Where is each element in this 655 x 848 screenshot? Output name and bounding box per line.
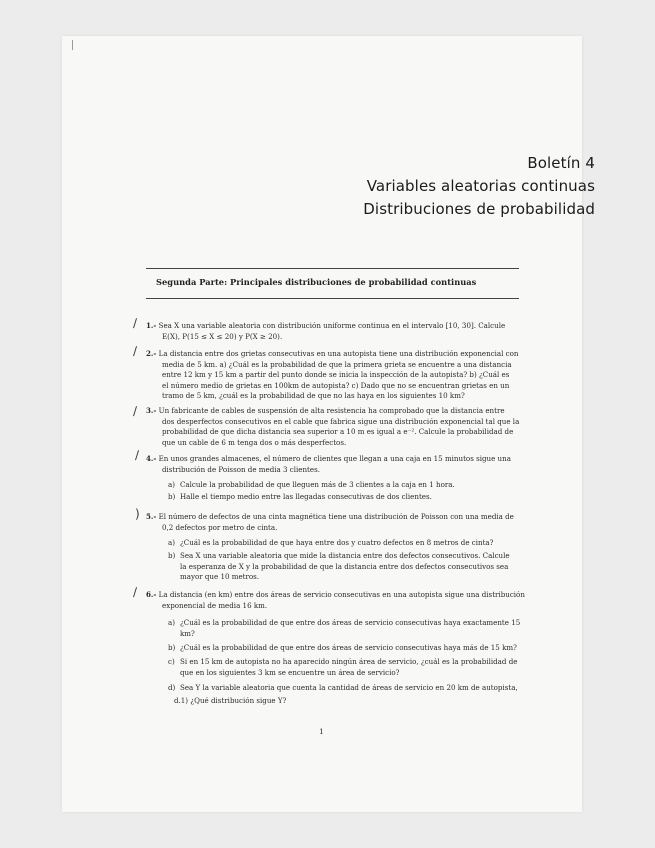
header-title: Boletín 4 xyxy=(527,154,595,172)
problem-1 xyxy=(146,321,505,342)
subproblem-label: d.1) xyxy=(174,696,189,705)
subproblem-4b xyxy=(168,492,432,503)
subproblem-text: ¿Qué distribución sigue Y? xyxy=(190,696,287,705)
problem-text: La distancia (en km) entre dos áreas de servicio consecutivas en una autopista sigue una distribución xyxy=(158,590,525,599)
problem-2 xyxy=(146,349,519,402)
subproblem-text: que en los siguientes 3 km se encuentre un área de servicio? xyxy=(180,667,400,677)
page-number: 1 xyxy=(319,727,324,736)
problem-text: tramo de 5 km, ¿cuál es la probabilidad de que no las haya en los siguientes 10 km? xyxy=(162,391,465,401)
problem-text: distribución de Poisson de media 3 clientes. xyxy=(162,464,321,474)
problem-text: La distancia entre dos grietas consecutivas en una autopista tiene una distribución exponencial con xyxy=(158,349,519,358)
handwritten-check-mark: ∕ xyxy=(135,448,140,462)
header-subtitle-1: Variables aleatorias continuas xyxy=(366,177,595,195)
problem-text: El número de defectos de una cinta magnética tiene una distribución de Poisson con una media de xyxy=(158,512,514,521)
subproblem-6a xyxy=(168,618,520,639)
problem-text: que un cable de 6 m tenga dos o más desperfectos. xyxy=(162,437,347,447)
subproblem-label: b) xyxy=(168,492,176,501)
subproblem-label: d) xyxy=(168,683,176,692)
problem-5 xyxy=(146,512,514,533)
subproblem-label: c) xyxy=(168,657,175,666)
subproblem-text: Sea Y la variable aleatoria que cuenta la cantidad de áreas de servicio en 20 km de autopista, xyxy=(180,683,518,692)
subproblem-text: ¿Cuál es la probabilidad de que haya entre dos y cuatro defectos en 8 metros de cinta? xyxy=(180,538,494,547)
subproblem-label: b) xyxy=(168,643,176,652)
subproblem-label: b) xyxy=(168,551,176,560)
subproblem-text: Si en 15 km de autopista no ha aparecido ningún área de servicio, ¿cuál es la probabilidad de xyxy=(180,657,518,666)
problem-number: 3.- xyxy=(146,406,157,415)
subproblem-text: Halle el tiempo medio entre las llegadas consecutivas de dos clientes. xyxy=(180,492,432,501)
problem-number: 4.- xyxy=(146,454,157,463)
problem-text: exponencial de media 16 km. xyxy=(162,600,268,610)
problem-3 xyxy=(146,406,519,448)
handwritten-bracket-mark: ) xyxy=(135,507,140,521)
subproblem-label: a) xyxy=(168,480,175,489)
subproblem-text: ¿Cuál es la probabilidad de que entre dos áreas de servicio consecutivas haya más de 15 km? xyxy=(180,643,517,652)
subproblem-label: a) xyxy=(168,618,175,627)
problem-text: dos desperfectos consecutivos en el cable que fabrica sigue una distribución exponencial tal que la xyxy=(162,416,520,426)
problem-4 xyxy=(146,454,511,475)
subproblem-4a xyxy=(168,480,455,491)
problem-text: 0,2 defectos por metro de cinta. xyxy=(162,522,278,532)
problem-text: probabilidad de que dicha distancia sea superior a 10 m es igual a e⁻². Calcule la probabilidad de xyxy=(162,427,514,437)
subproblem-text: Sea X una variable aleatoria que mide la distancia entre dos defectos consecutivos. Calcule xyxy=(180,551,510,560)
problem-number: 2.- xyxy=(146,349,157,358)
problem-text: entre 12 km y 15 km a partir del punto donde se inicia la inspección de la autopista? b) ¿Cuál es xyxy=(162,370,510,380)
problem-text: el número medio de grietas en 100km de autopista? c) Dado que no se encuentran grietas en un xyxy=(162,380,510,390)
problem-text: Un fabricante de cables de suspensión de alta resistencia ha comprobado que la distancia entre xyxy=(158,406,505,415)
problem-number: 5.- xyxy=(146,512,157,521)
problem-text: media de 5 km. a) ¿Cuál es la probabilidad de que la primera grieta se encuentre a una distancia xyxy=(162,359,512,369)
section-title: Segunda Parte: Principales distribuciones de probabilidad continuas xyxy=(156,277,477,287)
problem-number: 1.- xyxy=(146,321,157,330)
subproblem-6d xyxy=(168,683,518,694)
subproblem-5b xyxy=(168,551,510,583)
handwritten-check-mark: ∕ xyxy=(133,316,138,330)
subproblem-text: mayor que 10 metros. xyxy=(180,572,260,582)
subproblem-text: km? xyxy=(180,628,195,638)
subproblem-6b xyxy=(168,643,517,654)
subproblem-6d1 xyxy=(174,696,286,707)
handwritten-check-mark: ∕ xyxy=(133,585,138,599)
subproblem-label: a) xyxy=(168,538,175,547)
problem-text: E(X), P(15 ≤ X ≤ 20) y P(X ≥ 20). xyxy=(162,331,283,341)
handwritten-check-mark: ∕ xyxy=(133,344,138,358)
subproblem-5a xyxy=(168,538,493,549)
problem-number: 6.- xyxy=(146,590,157,599)
problem-text: En unos grandes almacenes, el número de clientes que llegan a una caja en 15 minutos sigue una xyxy=(158,454,511,463)
problem-text: Sea X una variable aleatoria con distribución uniforme continua en el intervalo [10, 30]. Calcule xyxy=(158,321,506,330)
subproblem-text: ¿Cuál es la probabilidad de que entre dos áreas de servicio consecutivas haya exactamente 15 xyxy=(180,618,521,627)
handwritten-check-mark: ∕ xyxy=(133,404,138,418)
subproblem-text: Calcule la probabilidad de que lleguen más de 3 clientes a la caja en 1 hora. xyxy=(180,480,455,489)
subproblem-text: la esperanza de X y la probabilidad de que la distancia entre dos defectos consecutivos sea xyxy=(180,561,509,571)
subproblem-6c xyxy=(168,657,517,678)
header-subtitle-2: Distribuciones de probabilidad xyxy=(363,200,595,218)
problem-6 xyxy=(146,590,525,611)
